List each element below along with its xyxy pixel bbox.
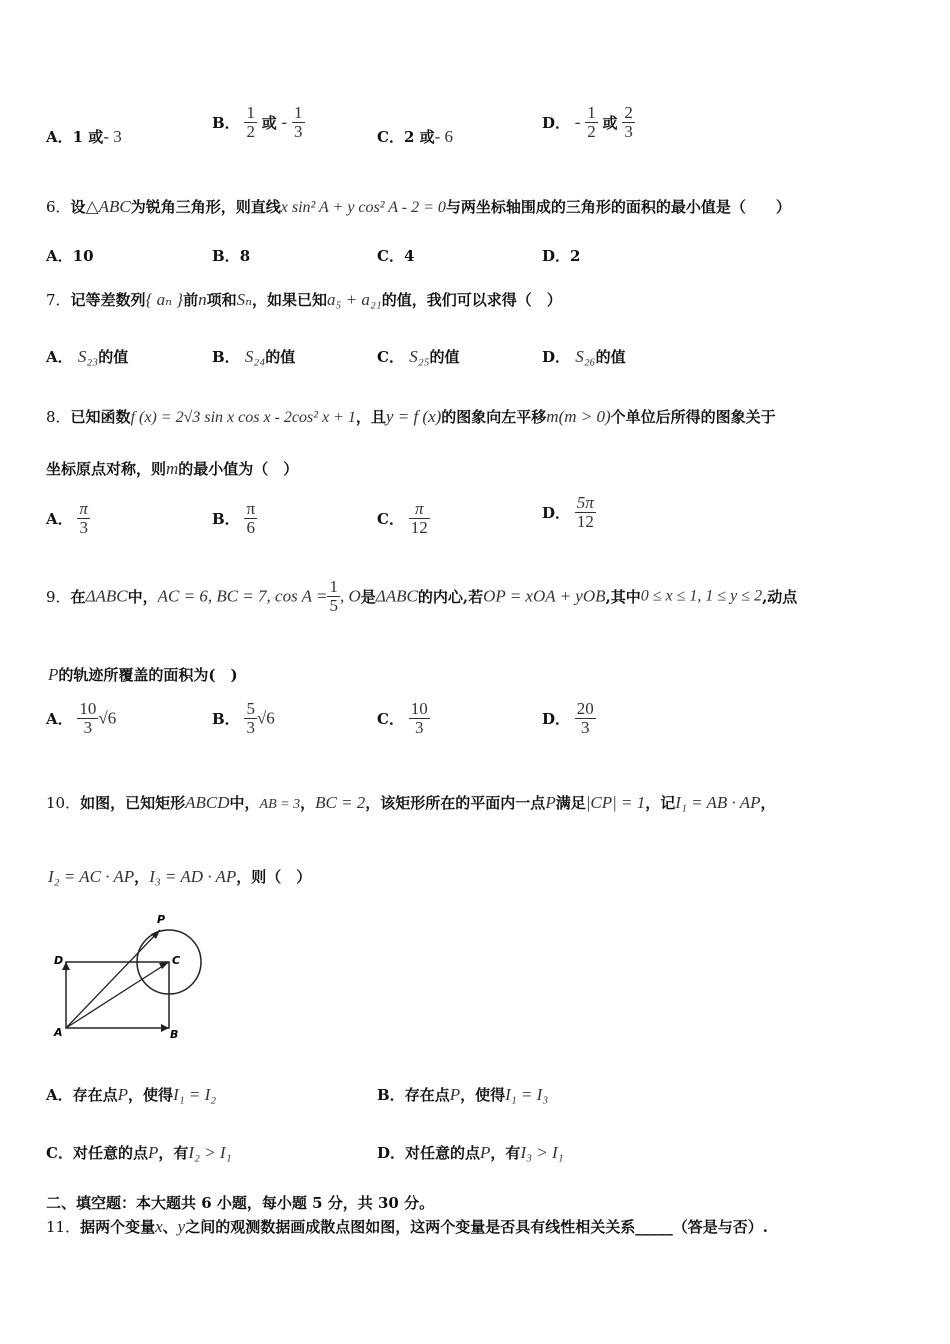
math: f (x) = 2√3 sin x cos x - 2cos² x + 1 <box>130 409 356 426</box>
question-text: ， <box>300 794 316 812</box>
math: P <box>545 793 556 812</box>
question-number: 9． <box>46 588 71 606</box>
q6-option-c: C．4 <box>377 247 415 265</box>
question-text: ，如果已知 <box>251 291 327 309</box>
label-a: A <box>54 1026 63 1039</box>
question-10-line-2: I₂ = AC · AP，I₃ = AD · AP，则（ ） <box>48 867 312 886</box>
math: Sₙ <box>236 290 252 309</box>
q8-option-a: A． $\frac{\pi}{3}$ <box>46 499 88 537</box>
question-text: 项和 <box>206 291 237 309</box>
question-text: 与两坐标轴围成的三角形的面积的最小值是（ ） <box>445 198 791 216</box>
q9-option-b: B． $\frac{5}{3}$ √6 <box>212 699 275 737</box>
math: , O <box>339 586 361 606</box>
option-text: 或 <box>602 114 618 132</box>
q9-option-a: A． $\frac{10}{3}$ √6 <box>46 699 117 737</box>
q5-option-b <box>212 104 305 141</box>
option-label: B． <box>212 114 240 132</box>
question-text: 记等差数列 <box>70 291 146 309</box>
question-10 <box>46 792 776 813</box>
option-math: - 3 <box>103 127 122 146</box>
q10-option-d: D．对任意的点P，有I₃ > I₁ <box>377 1143 564 1162</box>
option-math: - 6 <box>434 127 454 146</box>
math: { aₙ } <box>145 290 184 309</box>
question-text: 为锐角三角形，则直线 <box>130 198 281 216</box>
question-text: ， <box>760 794 776 812</box>
question-text: 是 <box>360 588 376 606</box>
question-text: 在 <box>70 588 86 606</box>
q6-option-b: B．8 <box>212 247 251 265</box>
question-text: ,动点 <box>762 588 798 606</box>
question-number: 10． <box>46 794 81 812</box>
math: △ABC <box>85 197 131 216</box>
question-text: 的图象向左平移 <box>441 408 547 426</box>
q7-option-c: C． S₂₅的值 <box>377 347 460 366</box>
fraction: $\frac{1}{2}$ <box>587 103 596 141</box>
fraction: $\frac{2}{3}$ <box>624 103 633 141</box>
q10-option-a: A．存在点P，使得I₁ = I₂ <box>46 1085 217 1104</box>
question-text: 中， <box>127 588 158 606</box>
question-text: 满足 <box>555 794 586 812</box>
question-11 <box>46 1216 768 1237</box>
q9-option-d: D． $\frac{20}{3}$ <box>542 699 594 737</box>
question-text: 之间的观测数据画成散点图如图，这两个变量是否具有线性相关关系 <box>185 1218 636 1236</box>
math: ΔABC <box>85 586 128 606</box>
q6-option-d: D．2 <box>542 247 581 265</box>
q6-option-a: A．10 <box>46 247 94 265</box>
label-b: B <box>170 1028 179 1041</box>
q7-option-d: D． S₂₆的值 <box>542 347 626 366</box>
question-number: 11． <box>46 1218 81 1236</box>
math: y = f (x) <box>385 407 442 426</box>
math: AC = 6, BC = 7, cos A = <box>157 586 328 606</box>
q10-option-c: C．对任意的点P，有I₂ > I₁ <box>46 1143 232 1162</box>
section-title: 二、填空题：本大题共 6 小题，每小题 5 分，共 30 分。 <box>46 1194 435 1212</box>
fraction: $\frac{1}{5}$ <box>329 577 338 615</box>
q10-option-b: B．存在点P，使得I₁ = I₃ <box>377 1085 549 1104</box>
question-8-line-2: 坐标原点对称，则m的最小值为（ ） <box>46 459 299 478</box>
option-label: C． <box>377 128 404 146</box>
question-text: 个单位后所得的图象关于 <box>610 408 776 426</box>
rectangle-figure <box>48 908 218 1043</box>
math: |CP| = 1 <box>585 793 646 812</box>
vector-ac <box>66 962 169 1028</box>
vector-ap <box>66 930 160 1028</box>
minus-sign: - <box>574 112 581 132</box>
question-text: 前 <box>183 291 199 309</box>
math: x <box>155 1217 163 1236</box>
question-text: 的内心,若 <box>417 588 484 606</box>
question-7 <box>46 289 562 310</box>
label-c: C <box>172 954 181 967</box>
option-text: 或 <box>261 114 277 132</box>
arrow-head-b <box>161 1024 169 1032</box>
label-d: D <box>54 954 64 967</box>
math: I₁ = AB · AP <box>675 793 761 812</box>
question-text: 中， <box>229 794 260 812</box>
q7-option-b: B． S₂₄的值 <box>212 347 296 366</box>
q5-option-d <box>542 104 635 141</box>
question-9-line-2: P的轨迹所覆盖的面积为( ) <box>48 665 238 684</box>
question-text: 、 <box>162 1218 178 1236</box>
question-text: ,其中 <box>605 588 641 606</box>
option-label: D． <box>542 114 571 132</box>
math: BC = 2 <box>315 793 366 812</box>
math: ABCD <box>185 793 230 812</box>
math: m(m > 0) <box>546 407 611 426</box>
question-9 <box>46 578 797 615</box>
q5-option-c <box>377 126 453 147</box>
question-text: （答是与否）. <box>672 1218 768 1236</box>
question-text: ，该矩形所在的平面内一点 <box>365 794 546 812</box>
answer-blank[interactable]: _____ <box>635 1218 673 1236</box>
question-number: 6． <box>46 198 71 216</box>
option-text: 2 或 <box>403 128 435 146</box>
question-6 <box>46 196 791 217</box>
q8-option-c: C． $\frac{\pi}{12}$ <box>377 499 428 537</box>
math: a₅ + a₂₁ <box>327 290 382 309</box>
question-text: ，且 <box>355 408 386 426</box>
option-text: 1 或 <box>72 128 104 146</box>
question-text: 据两个变量 <box>80 1218 156 1236</box>
question-text: 如图，已知矩形 <box>80 794 186 812</box>
question-text: ，记 <box>645 794 676 812</box>
minus-sign: - <box>281 112 288 132</box>
math: n <box>198 290 207 309</box>
math: ΔABC <box>375 586 418 606</box>
question-8 <box>46 406 776 427</box>
q5-option-a <box>46 126 122 147</box>
option-label: A． <box>46 128 73 146</box>
question-text: 的值，我们可以求得（ ） <box>381 291 562 309</box>
question-text: 已知函数 <box>70 408 131 426</box>
fraction: $\frac{1}{2}$ <box>246 103 255 141</box>
question-text: 设 <box>70 198 86 216</box>
q8-option-d: D． $\frac{5\pi}{12}$ <box>542 493 594 531</box>
question-number: 7． <box>46 291 71 309</box>
math: AB = 3 <box>259 797 301 812</box>
question-number: 8． <box>46 408 71 426</box>
fraction: $\frac{1}{3}$ <box>294 103 303 141</box>
arrow-head-d <box>62 962 70 970</box>
math: OP = xOA + yOB <box>483 586 606 606</box>
q8-option-b: B． $\frac{\pi}{6}$ <box>212 499 256 537</box>
math: y <box>177 1217 186 1236</box>
math: x sin² A + y cos² A - 2 = 0 <box>280 199 446 216</box>
math: 0 ≤ x ≤ 1, 1 ≤ y ≤ 2 <box>640 587 763 605</box>
q7-option-a: A． S₂₃的值 <box>46 347 129 366</box>
label-p: P <box>157 913 166 926</box>
q9-option-c: C． $\frac{10}{3}$ <box>377 699 428 737</box>
